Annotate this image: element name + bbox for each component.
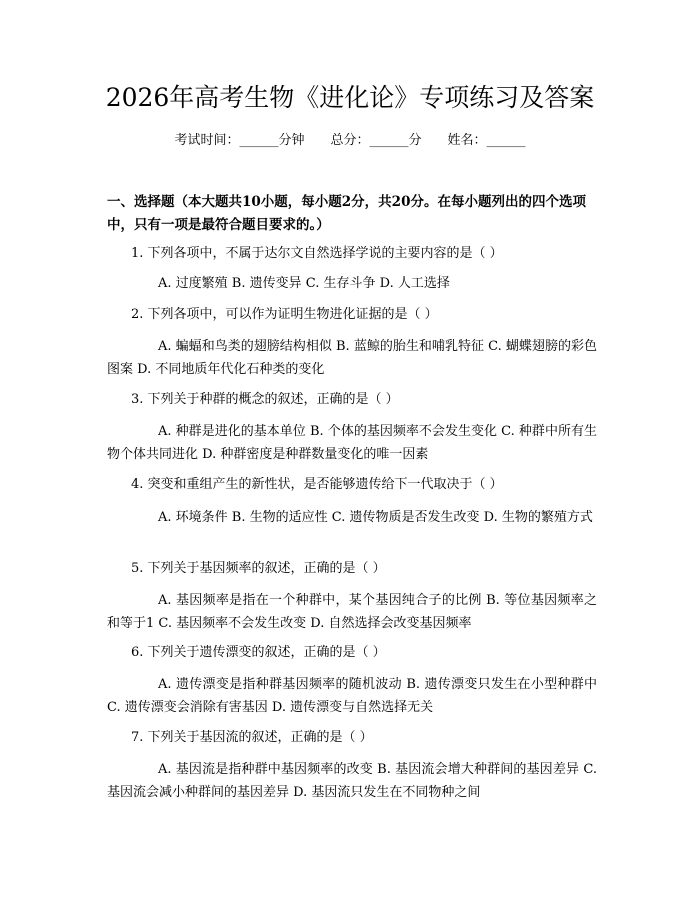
question-options: A. 基因流是指种群中基因频率的改变 B. 基因流会增大种群间的基因差异 C. 基因流会减小种群间的基因差异 D. 基因流只发生在不同物种之间 <box>107 762 597 800</box>
exam-time-field: 考试时间：______分钟 <box>174 133 305 148</box>
question-stem: 7. 下列关于基因流的叙述，正确的是（ ） <box>131 730 373 745</box>
question-options: A. 遗传漂变是指种群基因频率的随机波动 B. 遗传漂变只发生在小型种群中 C. 遗传漂变会消除有害基因 D. 遗传漂变与自然选择无关 <box>107 677 597 715</box>
question-stem: 3. 下列关于种群的概念的叙述，正确的是（ ） <box>131 392 399 407</box>
page-title: 2026年高考生物《进化论》专项练习及答案 <box>105 83 595 112</box>
question-stem: 2. 下列各项中，可以作为证明生物进化证据的是（ ） <box>131 307 438 322</box>
question-stem: 5. 下列关于基因频率的叙述，正确的是（ ） <box>131 561 386 576</box>
total-score-field: 总分：______分 <box>330 133 422 148</box>
question-options: A. 基因频率是指在一个种群中，某个基因纯合子的比例 B. 等位基因频率之和等于1 C. 基因频率不会发生改变 D. 自然选择会改变基因频率 <box>107 593 597 631</box>
section-heading: 一、选择题（本大题共10小题，每小题2分，共20分。在每小题列出的四个选项中，只有一项是最符合题目要求的。） <box>107 194 586 233</box>
question-options: A. 蝙蝠和鸟类的翅膀结构相似 B. 蓝鲸的胎生和哺乳特征 C. 蝴蝶翅膀的彩色图案 D. 不同地质年代化石种类的变化 <box>107 339 597 377</box>
question-options: A. 过度繁殖 B. 遗传变异 C. 生存斗争 D. 人工选择 <box>158 276 450 291</box>
student-name-field: 姓名：______ <box>447 133 526 148</box>
question-stem: 6. 下列关于遗传漂变的叙述，正确的是（ ） <box>131 645 386 660</box>
question-options: A. 环境条件 B. 生物的适应性 C. 遗传物质是否发生改变 D. 生物的繁殖方式 <box>158 510 593 525</box>
exam-meta-line <box>0 131 700 151</box>
question-options: A. 种群是进化的基本单位 B. 个体的基因频率不会发生变化 C. 种群中所有生物个体共同进化 D. 种群密度是种群数量变化的唯一因素 <box>107 424 597 462</box>
question-stem: 1. 下列各项中，不属于达尔文自然选择学说的主要内容的是（ ） <box>131 246 503 261</box>
question-stem: 4. 突变和重组产生的新性状，是否能够遗传给下一代取决于（ ） <box>131 477 503 492</box>
